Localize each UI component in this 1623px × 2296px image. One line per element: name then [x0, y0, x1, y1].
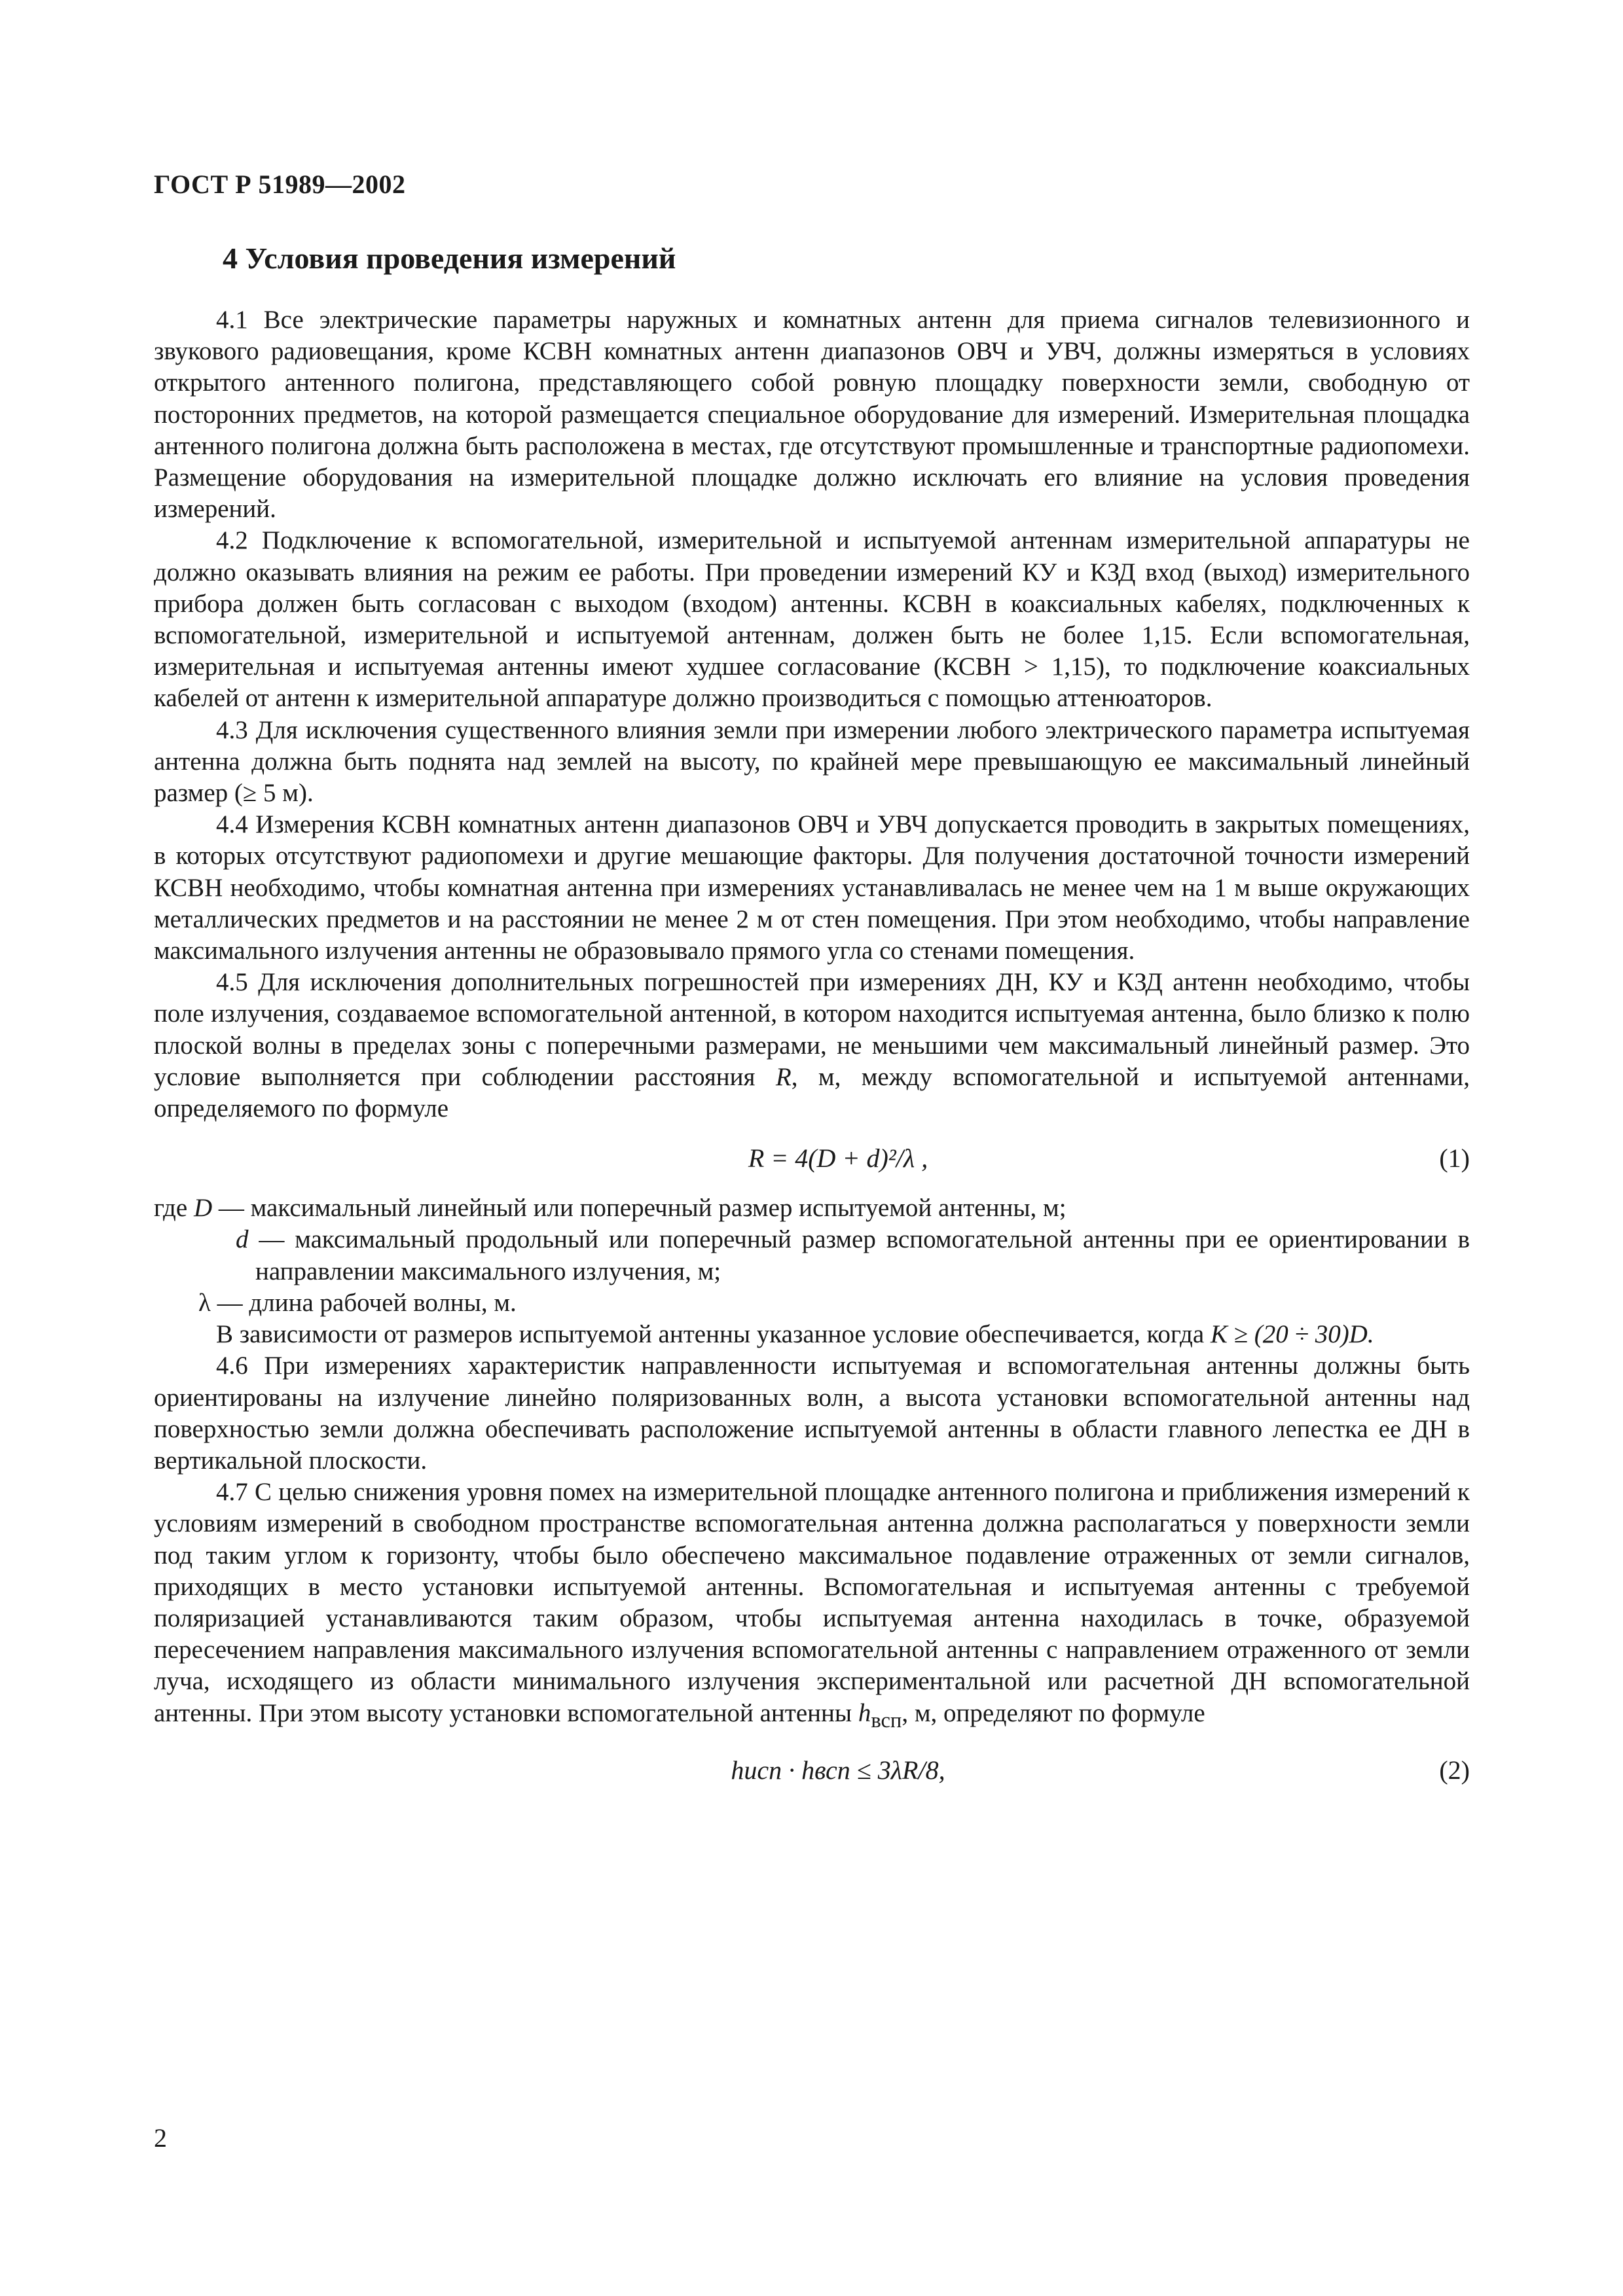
document-page — [154, 0, 1470, 2296]
symbol-D: D — [193, 1194, 213, 1223]
paragraph-4-1: 4.1 Все электрические параметры наружных и комнатных антенн для приема сигналов телевизионного и звукового радиовещания, кроме КСВН комнатных антенн диапазонов ОВЧ и УВЧ, должны измеряться в условиях открытого антенного полигона, представляющего собой ровную площадку поверхности земли, свободную от посторонних предметов, на которой размещается специальное оборудование для измерений. Измерительная площадка антенного полигона должна быть расположена в местах, где отсутствуют промышленные и транспортные радиопомехи. Размещение оборудования на измерительной площадке должно исключать его влияние на условия проведения измерений. — [154, 306, 1470, 524]
paragraph-4-5-text-b: , м, между вспомогательной и испытуемой антеннами, определяемого по формуле — [154, 1062, 1470, 1123]
symbol-d: d — [236, 1225, 249, 1254]
section-title: 4 Условия проведения измерений — [223, 242, 676, 275]
variable-R: R — [775, 1062, 792, 1091]
where-word: где — [154, 1194, 194, 1223]
paragraph-condition-formula: K ≥ (20 ÷ 30)D. — [1210, 1320, 1374, 1349]
formula-2-number: (2) — [1439, 1755, 1470, 1785]
formula-2: hисп · hвсп ≤ 3λR/8, — [731, 1755, 945, 1785]
formula-1: R = 4(D + d)²/λ , — [748, 1143, 928, 1174]
paragraph-4-5 — [154, 967, 1470, 1124]
definition-D — [154, 1193, 1470, 1224]
paragraph-4-7-text-a: 4.7 С целью снижения уровня помех на измерительной площадке антенного полигона и приближения измерений к условиям измерений в свободном пространстве вспомогательная антенна должна располагаться у поверхности земли под таким углом к горизонту, чтобы было обеспечено максимальное подавление отраженных от земли сигналов, приходящих в место установки испытуемой антенны. Вспомогательная и испытуемая антенны с требуемой поляризацией устанавливаются таким образом, чтобы испытуемая антенна находилась в точке, образуемой пересечением направления максимального излучения вспомогательной антенны с направлением отраженного от земли луча, исходящего из области минимального излучения экспериментальной или расчетной ДН вспомогательной антенны. При этом высоту установки вспомогательной антенны — [154, 1478, 1470, 1727]
paragraph-4-7 — [154, 1477, 1470, 1736]
definition-lambda: λ — длина рабочей волны, м. — [198, 1288, 517, 1317]
paragraph-4-7-text-b: , м, определяют по формуле — [902, 1698, 1205, 1727]
definition-d — [154, 1224, 1470, 1287]
paragraph-4-2: 4.2 Подключение к вспомогательной, измерительной и испытуемой антеннам измерительной аппаратуры не должно оказывать влияния на режим ее работы. При проведении измерений КУ и КЗД вход (выход) измерительного прибора должен быть согласован с выходом (входом) антенны. КСВН в коаксиальных кабелях, подключенных к вспомогательной, измерительной и испытуемой антеннам, должен быть не более 1,15. Если вспомогательная, измерительная и испытуемая антенны имеют худшее согласование (КСВН > 1,15), то подключение коаксиальных кабелей от антенн к измерительной аппаратуре должно производиться с помощью аттенюаторов. — [154, 526, 1470, 713]
paragraph-4-5-text-a: 4.5 Для исключения дополнительных погрешностей при измерениях ДН, КУ и КЗД антенн необходимо, чтобы поле излучения, создаваемое вспомогательной антенной, в котором находится испытуемая антенна, было близко к полю плоской волны в пределах зоны с поперечными размерами, не меньшими чем максимальный линейный размер. Это условие выполняется при соблюдении расстояния — [154, 968, 1470, 1091]
definition-D-text: — максимальный линейный или поперечный размер испытуемой антенны, м; — [212, 1194, 1067, 1223]
formula-2-row — [154, 1736, 1470, 1804]
definition-d-text: — максимальный продольный или поперечный размер вспомогательной антенны при ее ориентировании в направлении максимального излучения, м; — [248, 1225, 1470, 1285]
subscript-vsp: всп — [871, 1708, 902, 1732]
page-number: 2 — [154, 2123, 167, 2153]
paragraph-4-3: 4.3 Для исключения существенного влияния земли при измерении любого электрического параметра испытуемая антенна должна быть поднята над землей на высоту, по крайней мере превышающую ее максимальный линейный размер (≥ 5 м). — [154, 715, 1470, 808]
paragraph-condition-text: В зависимости от размеров испытуемой антенны указанное условие обеспечивается, когда — [216, 1320, 1211, 1349]
body-text — [154, 304, 1470, 1804]
paragraph-4-6: 4.6 При измерениях характеристик направленности испытуемая и вспомогательная антенны должны быть ориентированы на излучение линейно поляризованных волн, а высота установки вспомогательной антенны над поверхностью земли должна обеспечивать расположение испытуемой антенны в области главного лепестка ее ДН в вертикальной плоскости. — [154, 1352, 1470, 1475]
paragraph-condition — [154, 1319, 1470, 1350]
variable-h: h — [858, 1698, 871, 1727]
paragraph-4-4: 4.4 Измерения КСВН комнатных антенн диапазонов ОВЧ и УВЧ допускается проводить в закрытых помещениях, в которых отсутствуют радиопомехи и другие мешающие факторы. Для получения достаточной точности измерений КСВН необходимо, чтобы комнатная антенна при измерениях устанавливалась не менее чем на 1 м выше окружающих металлических предметов и на расстоянии не менее 2 м от стен помещения. При этом необходимо, чтобы направление максимального излучения антенны не образовывало прямого угла со стенами помещения. — [154, 810, 1470, 965]
formula-1-number: (1) — [1439, 1143, 1470, 1174]
formula-1-row — [154, 1124, 1470, 1193]
standard-header: ГОСТ Р 51989—2002 — [154, 170, 406, 199]
